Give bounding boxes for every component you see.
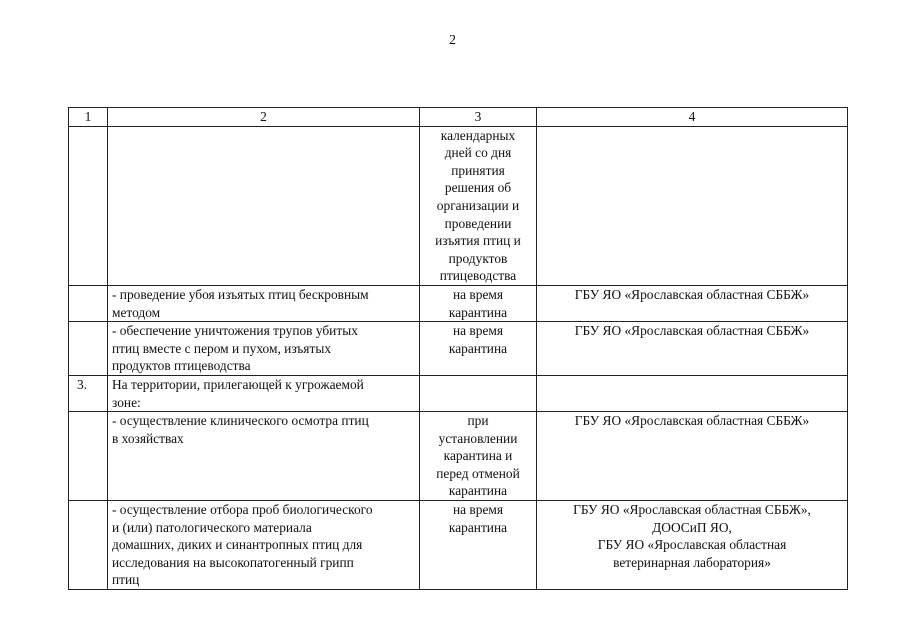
table-row [69,375,848,411]
cell-text-line: карантина [448,483,508,499]
responsible-cell [537,375,848,411]
cell-text-line: - осуществление отбора проб биологического [112,502,373,518]
term-cell [420,501,537,590]
cell-text-line: ГБУ ЯО «Ярославская областная СББЖ», [573,502,811,518]
cell-text-line: ветеринарная лаборатория» [613,554,771,570]
cell-text-line: - обеспечение уничтожения трупов убитых [112,323,358,339]
measures-table [68,107,848,590]
row-number-cell [69,412,108,501]
cell-text-line: на время [452,323,504,339]
header-cell-4: 4 [537,108,848,127]
cell-text-line: птиц вместе с пером и пухом, изъятых [112,340,332,356]
cell-text-line: дней со дня [444,145,512,161]
activity-cell [108,285,420,321]
table-row [69,501,848,590]
activity-cell [108,412,420,501]
activity-cell [108,126,420,285]
table-header-row [69,108,848,127]
term-cell [420,375,537,411]
cell-text-line: на время [452,502,504,518]
table-row [69,412,848,501]
cell-text-line: в хозяйствах [112,430,184,446]
cell-text-line: и (или) патологического материала [112,519,312,535]
cell-text-line: принятия [451,162,505,178]
row-number-cell [69,285,108,321]
cell-text-line: изъятия птиц и [435,233,521,249]
cell-text-line: карантина [448,304,508,320]
cell-text-line: продуктов птицеводства [112,358,251,374]
cell-text-line: на время [452,286,504,302]
header-cell-1: 1 [69,108,108,127]
cell-text-line: - осуществление клинического осмотра птиц [112,413,369,429]
cell-text-line: продуктов [448,250,508,266]
cell-text-line: ГБУ ЯО «Ярославская областная СББЖ» [574,413,810,429]
cell-text-line: ГБУ ЯО «Ярославская областная СББЖ» [574,323,810,339]
cell-text-line: методом [112,304,161,320]
responsible-cell [537,285,848,321]
responsible-cell [537,412,848,501]
table-row [69,285,848,321]
activity-cell [108,501,420,590]
cell-text-line: карантина [448,340,508,356]
cell-text-line: организации и [436,197,520,213]
header-cell-2: 2 [108,108,420,127]
cell-text-line: На территории, прилегающей к угрожаемой [112,376,364,392]
cell-text-line: ДООСиП ЯО, [652,519,732,535]
cell-text-line: - проведение убоя изъятых птиц бескровным [112,286,369,302]
row-number-cell: 3. [69,375,108,411]
cell-text-line: домашних, диких и синантропных птиц для [112,537,363,553]
responsible-cell [537,322,848,376]
cell-text-line: установлении [438,430,518,446]
cell-text-line: карантина [448,519,508,535]
cell-text-line: решения об [444,180,512,196]
term-cell [420,322,537,376]
cell-text-line: перед отменой [436,465,520,481]
activity-cell [108,375,420,411]
cell-text-line: птицеводства [439,268,517,284]
cell-text-line: карантина и [443,448,513,464]
header-cell-3: 3 [420,108,537,127]
cell-text-line: птиц [112,572,140,588]
responsible-cell [537,501,848,590]
cell-text-line: исследования на высокопатогенный грипп [112,554,354,570]
cell-text-line: календарных [440,127,516,143]
term-cell [420,412,537,501]
cell-text-line: ГБУ ЯО «Ярославская областная СББЖ» [574,286,810,302]
page-number: 2 [449,33,456,48]
table-row [69,322,848,376]
cell-text-line: ГБУ ЯО «Ярославская областная [597,537,787,553]
row-number-cell [69,322,108,376]
term-cell [420,126,537,285]
cell-text-line: зоне: [112,394,141,410]
row-number-cell [69,126,108,285]
cell-text-line: при [467,413,489,429]
table-row [69,126,848,285]
responsible-cell [537,126,848,285]
row-number-cell [69,501,108,590]
activity-cell [108,322,420,376]
term-cell [420,285,537,321]
cell-text-line: проведении [444,215,512,231]
